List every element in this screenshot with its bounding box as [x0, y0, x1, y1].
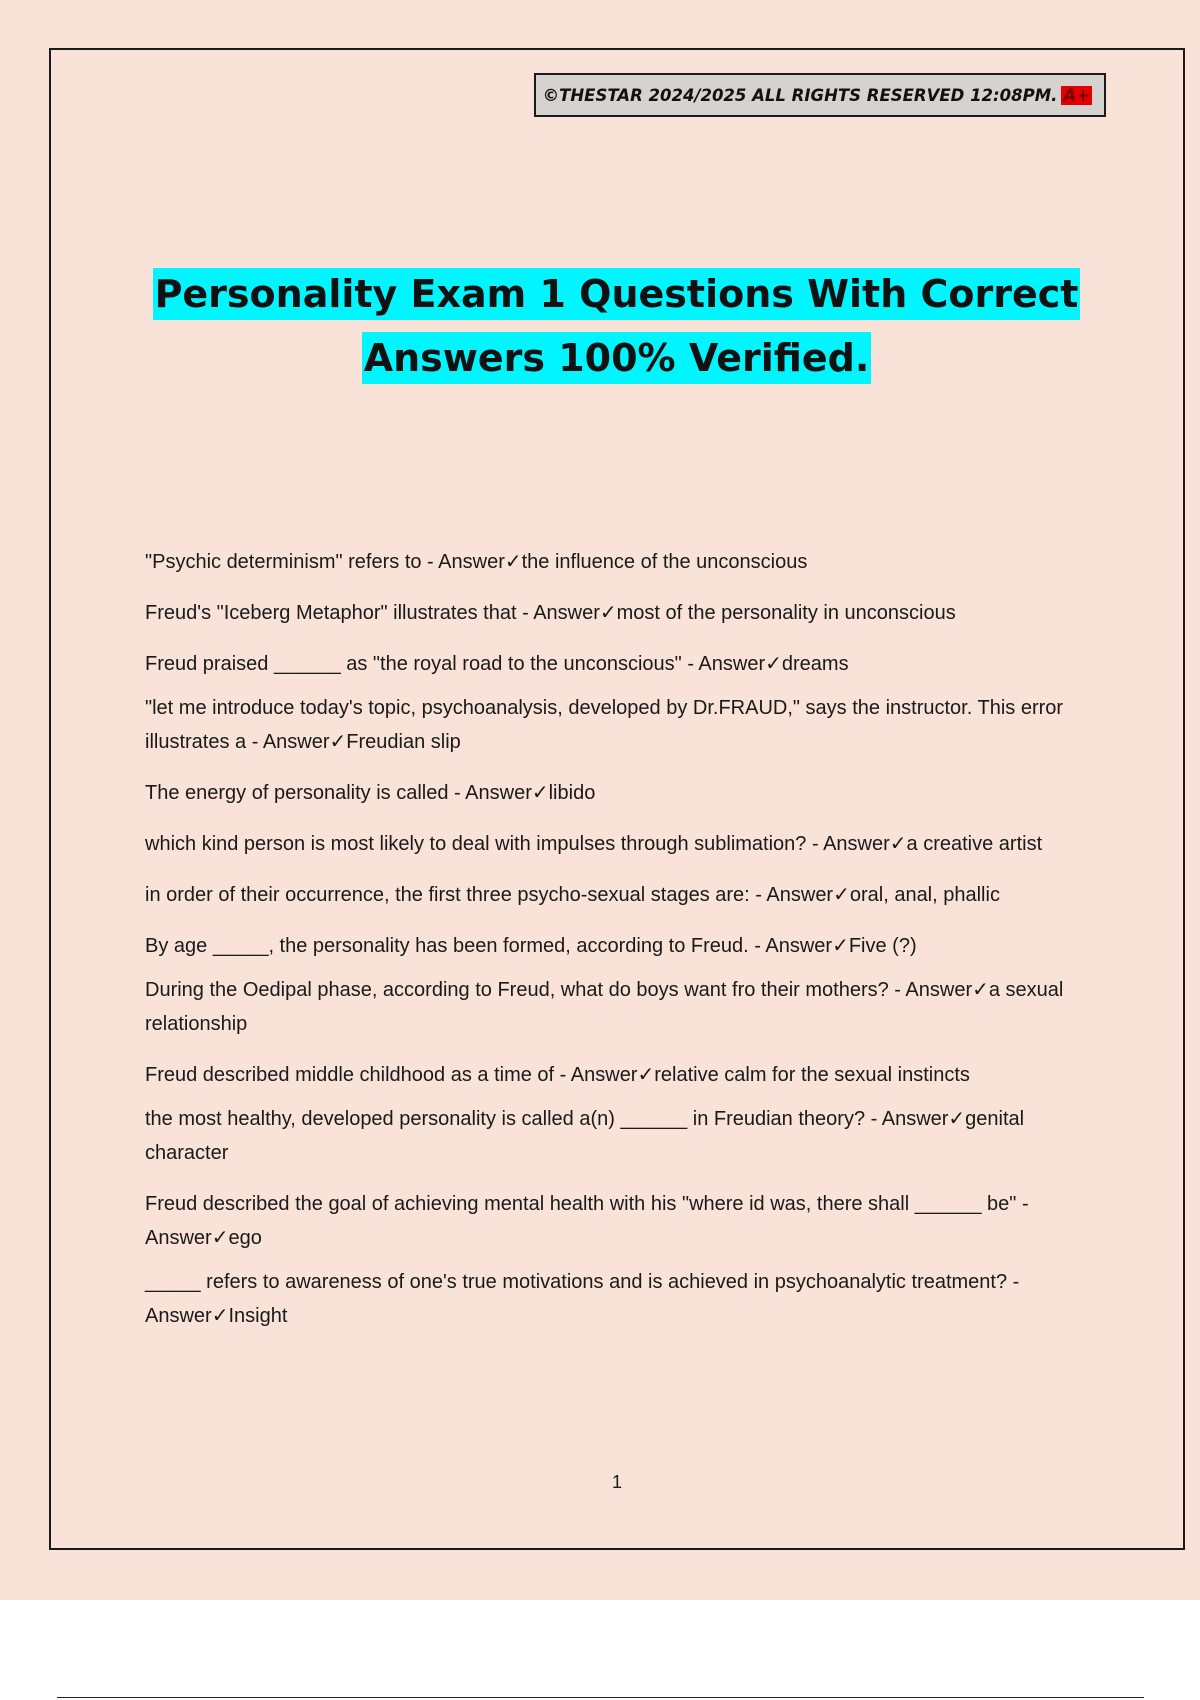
page-number: 1: [611, 1472, 622, 1492]
copyright-text: ©THESTAR 2024/2025 ALL RIGHTS RESERVED 12:08PM.: [542, 85, 1058, 105]
qa-item: During the Oedipal phase, according to Freud, what do boys want fro their mothers? - Answer✓a sexual relationship: [145, 979, 1064, 1035]
question-answer-list: [145, 545, 1085, 1350]
document-title: [80, 262, 1153, 390]
qa-item: which kind person is most likely to deal with impulses through sublimation? - Answer✓a creative artist: [145, 833, 1043, 855]
qa-item: By age _____, the personality has been formed, according to Freud. - Answer✓Five (?): [145, 935, 917, 957]
qa-item: Freud described the goal of achieving mental health with his "where id was, there shall ______ be" - Answer✓ego: [145, 1193, 1029, 1249]
qa-item: "Psychic determinism" refers to - Answer✓the influence of the unconscious: [145, 551, 808, 573]
qa-item: The energy of personality is called - Answer✓libido: [145, 782, 596, 804]
copyright-banner: [534, 73, 1106, 117]
qa-item: Freud's "Iceberg Metaphor" illustrates that - Answer✓most of the personality in unconscious: [145, 602, 956, 624]
qa-item: "let me introduce today's topic, psychoanalysis, developed by Dr.FRAUD," says the instructor. This error illustrates a - Answer✓Freudian slip: [145, 697, 1064, 753]
qa-item: _____ refers to awareness of one's true motivations and is achieved in psychoanalytic treatment? - Answer✓Insight: [145, 1271, 1020, 1327]
qa-item: Freud described middle childhood as a time of - Answer✓relative calm for the sexual instincts: [145, 1064, 970, 1086]
qa-item: the most healthy, developed personality is called a(n) ______ in Freudian theory? - Answer✓genital character: [145, 1108, 1025, 1164]
qa-item: Freud praised ______ as "the royal road to the unconscious" - Answer✓dreams: [145, 653, 849, 675]
title-line-2: Answers 100% Verified.: [362, 332, 872, 384]
page-divider: [57, 1697, 1144, 1698]
title-line-1: Personality Exam 1 Questions With Correct: [153, 268, 1081, 320]
grade-badge: A+: [1063, 85, 1090, 105]
qa-item: in order of their occurrence, the first three psycho-sexual stages are: - Answer✓oral, anal, phallic: [145, 884, 1000, 906]
